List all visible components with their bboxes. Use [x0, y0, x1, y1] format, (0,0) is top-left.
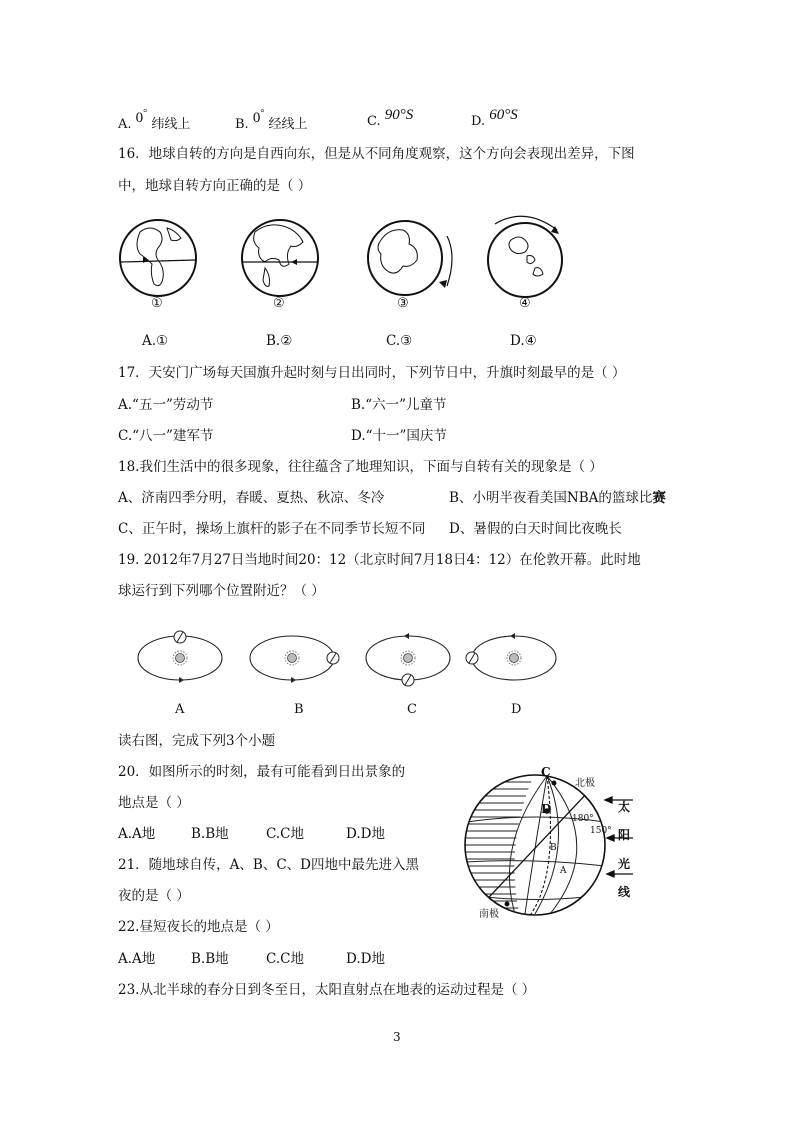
orbit-label-b: B — [294, 702, 304, 717]
orbit-label-c: C — [407, 702, 417, 717]
orbit-label-a: A — [175, 702, 185, 717]
page-number: 3 — [393, 1030, 401, 1044]
q22-option-a: A.A地 — [118, 951, 156, 967]
south-pole-label: 南极 — [479, 909, 499, 920]
globe-label-3: ③ — [397, 296, 409, 311]
sun-char-2: 阳 — [618, 828, 631, 842]
math-value: 0 — [135, 110, 144, 126]
q20-stem-line1: 20．如图所示的时刻，最有可能看到日出景象的 — [118, 764, 406, 780]
q17-option-d: D.“十一”国庆节 — [351, 428, 447, 444]
q16-option-d: D.④ — [510, 333, 537, 349]
orbit-label-d: D — [511, 702, 522, 717]
q17-option-b: B.“六一”儿童节 — [351, 397, 447, 413]
q18-option-d: D、暑假的白天时间比夜晚长 — [449, 521, 622, 537]
globe-3 — [368, 221, 452, 295]
point-c-label: C — [541, 765, 551, 779]
orbit-c — [366, 633, 450, 686]
q19-stem-line2: 球运行到下列哪个位置附近？（ ） — [118, 583, 325, 599]
q16-option-b: B.② — [266, 333, 293, 349]
q20-option-a: A.A地 — [118, 826, 156, 842]
q18-option-b-text: B、小明半夜看美国NBA的篮球比 — [449, 490, 653, 506]
deg-180-label: 180° — [572, 814, 594, 824]
orbit-b — [250, 636, 339, 683]
globe-4 — [488, 216, 562, 297]
globe-label-4: ④ — [519, 296, 531, 311]
q22-option-c: C.C地 — [266, 951, 304, 967]
q15-option-b — [235, 108, 308, 133]
q16-stem-line1: 16．地球自转的方向是自西向东，但是从不同角度观察，这个方向会表现出差异，下图 — [118, 146, 635, 162]
orbit-a — [138, 631, 222, 683]
q15-option-a — [118, 108, 191, 133]
orbit-diagrams-figure — [130, 625, 570, 695]
deg-150-label: 150° — [590, 826, 612, 836]
q16-option-a: A.① — [142, 333, 169, 349]
globe-1 — [120, 220, 196, 296]
globe-label-2: ② — [273, 296, 285, 311]
q18-stem: 18.我们生活中的很多现象，往往蕴含了地理知识，下面与自转有关的现象是（ ） — [118, 459, 603, 475]
option-label: C. — [367, 114, 381, 129]
q21-stem-line2: 夜的是（ ） — [118, 888, 190, 904]
q16-option-c: C.③ — [386, 333, 413, 349]
math-zero — [253, 110, 265, 126]
math-value: 0 — [252, 110, 261, 126]
q18-option-a: A、济南四季分明，春暖、夏热、秋凉、冬冷 — [118, 490, 385, 506]
q17-option-a: A.“五一”劳动节 — [118, 397, 214, 413]
q22-option-b: B.B地 — [191, 951, 229, 967]
q15-option-d — [471, 107, 518, 130]
q17-stem: 17．天安门广场每天国旗升起时刻与日出同时，下列节日中，升旗时刻最早的是（ ） — [118, 365, 626, 381]
rotation-globes-figure — [115, 210, 575, 320]
q18-option-b — [449, 489, 666, 507]
q19-stem-line1: 19. 2012年7月27日当地时间20：12（北京时间7月18日4：12）在伦敦开幕。此时地 — [118, 552, 641, 568]
option-label: A. — [118, 117, 132, 132]
point-d-label: D — [541, 802, 552, 816]
q16-stem-line2: 中，地球自转方向正确的是（ ） — [118, 178, 312, 194]
sun-char-1: 太 — [618, 800, 631, 814]
q20-option-c: C.C地 — [266, 826, 304, 842]
sun-char-4: 线 — [618, 885, 631, 899]
q22-option-d: D.D地 — [346, 951, 385, 967]
north-pole-label: 北极 — [575, 778, 595, 789]
math-value: 60°S — [489, 107, 518, 123]
math-value: 90°S — [384, 107, 414, 123]
option-text: 纬线上 — [151, 117, 191, 132]
q20-stem-line2: 地点是（ ） — [118, 795, 190, 811]
q18-option-c: C、正午时，操场上旗杆的影子在不同季节长短不同 — [118, 521, 426, 537]
sun-char-3: 光 — [618, 857, 631, 871]
q20-option-b: B.B地 — [191, 826, 229, 842]
option-label: D. — [471, 114, 486, 129]
math-zero — [136, 110, 148, 126]
orbit-d — [466, 633, 556, 680]
point-b-label: B — [550, 843, 557, 853]
q21-stem-line1: 21．随地球自传，A、B、C、D四地中最先进入黑 — [118, 857, 420, 873]
q23-stem: 23.从北半球的春分日到冬至日，太阳直射点在地表的运动过程是（ ） — [118, 982, 536, 998]
reading-instruction: 读右图，完成下列3个小题 — [118, 733, 276, 749]
q18-option-b-end: 赛 — [652, 490, 666, 506]
globe-label-1: ① — [151, 296, 163, 311]
globe-2 — [242, 220, 318, 296]
q22-stem: 22.昼短夜长的地点是（ ） — [118, 919, 279, 935]
q17-option-c: C.“八一”建军节 — [118, 428, 214, 444]
option-text: 经线上 — [268, 117, 308, 132]
degree-sign: ° — [260, 108, 265, 119]
option-label: B. — [235, 117, 249, 132]
q20-option-d: D.D地 — [346, 826, 385, 842]
q15-option-c — [367, 107, 414, 130]
degree-sign: ° — [143, 108, 148, 119]
point-a-label: A — [560, 866, 567, 876]
